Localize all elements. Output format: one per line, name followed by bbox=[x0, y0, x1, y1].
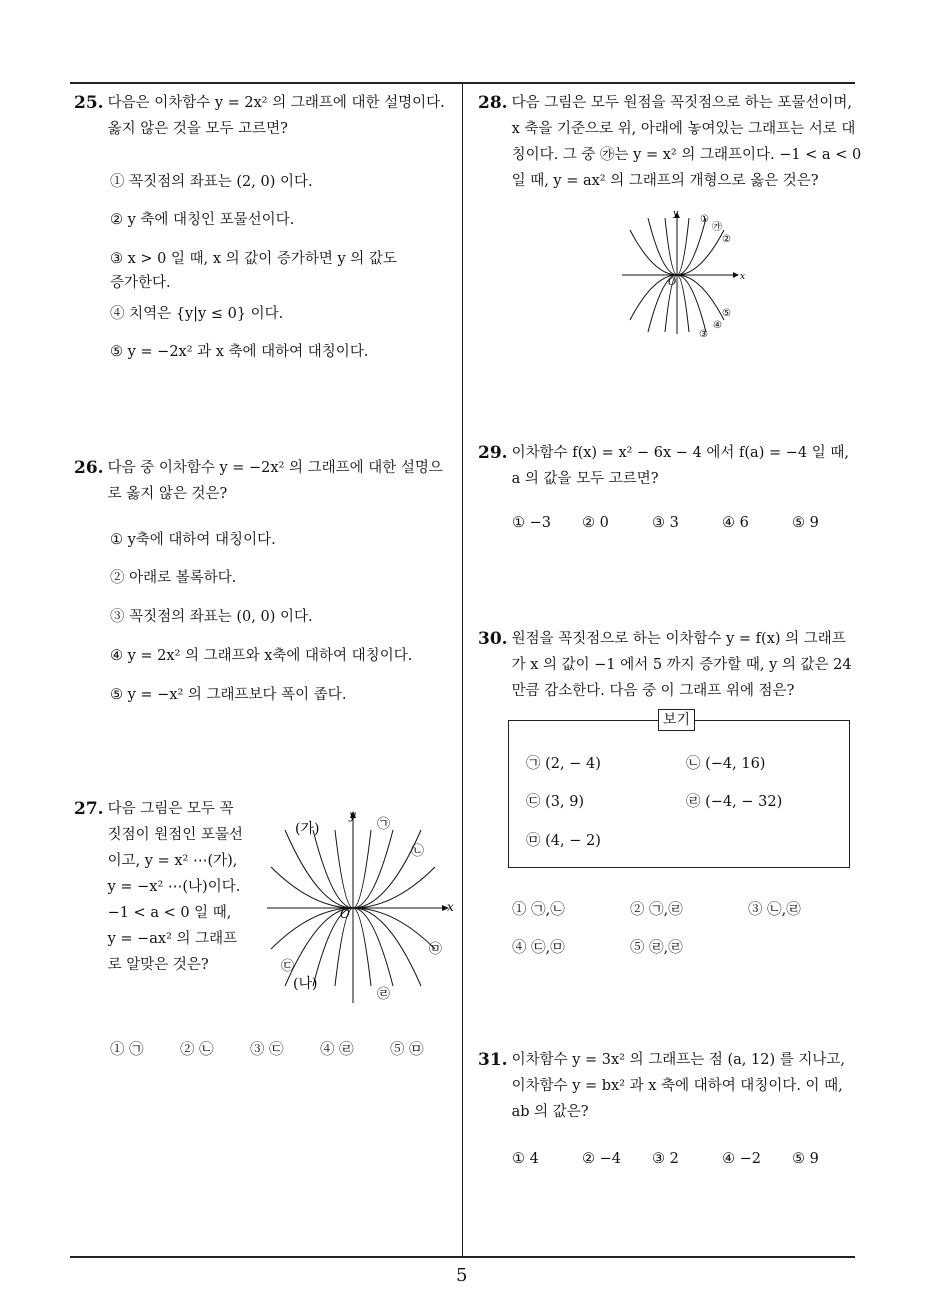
label-origin: O bbox=[340, 907, 350, 921]
label-c3: ㉢ bbox=[281, 959, 295, 974]
page-number: 5 bbox=[456, 1265, 468, 1286]
label-3: ③ bbox=[699, 329, 708, 340]
choice-5[interactable]: ⑤ 9 bbox=[792, 1151, 819, 1167]
choice-4[interactable]: ④ ㉣ bbox=[320, 1042, 354, 1058]
option-4[interactable]: ④ 치역은 {y|y ≤ 0} 이다. bbox=[110, 306, 284, 322]
question-text: 다음 그림은 모두 원점을 꼭짓점으로 하는 포물선이며, x 축을 기준으로 위, 아래에 놓여있는 그래프는 서로 대 칭이다. 그 중 ㉮는 y = x² 의 그래프이다. −1 < a < 0 일 때, y = ax² 의 그래프의 개형으로 옳은 것은? bbox=[511, 95, 862, 189]
box-item-3: ㉢ (3, 9) bbox=[526, 794, 585, 810]
option-1[interactable]: ① 꼭짓점의 좌표는 (2, 0) 이다. bbox=[110, 174, 313, 190]
label-5: ⑤ bbox=[722, 308, 731, 319]
label-y: y bbox=[349, 808, 356, 822]
choice-2[interactable]: ② ㉠,㉣ bbox=[630, 902, 683, 918]
question-text: 이차함수 f(x) = x² − 6x − 4 에서 f(a) = −4 일 때, a 의 값을 모두 고르면? bbox=[511, 445, 849, 487]
q30-answer-choices-row-1 bbox=[512, 898, 848, 919]
label-c4: ㉣ bbox=[377, 987, 391, 1002]
option-3[interactable]: ③ x > 0 일 때, x 의 값이 증가하면 y 의 값도 증가한다. bbox=[110, 251, 397, 291]
choice-5[interactable]: ⑤ ㉣,㉣ bbox=[630, 940, 683, 956]
choice-5[interactable]: ⑤ 9 bbox=[792, 515, 819, 531]
choice-3[interactable]: ③ 2 bbox=[652, 1151, 679, 1167]
choice-4[interactable]: ④ ㉢,㉤ bbox=[512, 940, 565, 956]
label-x: x bbox=[740, 272, 746, 282]
question-27 bbox=[74, 796, 274, 978]
box-item-4: ㉣ (−4, − 32) bbox=[686, 794, 783, 810]
label-c2: ㉡ bbox=[411, 844, 425, 859]
choice-1[interactable]: ① ㉠,㉡ bbox=[512, 902, 565, 918]
choice-4[interactable]: ④ 6 bbox=[722, 515, 749, 531]
question-number: 26. bbox=[74, 458, 104, 478]
option-2[interactable]: ② 아래로 볼록하다. bbox=[110, 570, 237, 586]
box-item-5: ㉤ (4, − 2) bbox=[526, 833, 601, 849]
question-31 bbox=[478, 1047, 863, 1125]
option-4[interactable]: ④ y = 2x² 의 그래프와 x축에 대하여 대칭이다. bbox=[110, 648, 413, 664]
choice-1[interactable]: ① 4 bbox=[512, 1151, 539, 1167]
label-c5: ㉤ bbox=[429, 942, 443, 957]
question-text: 이차함수 y = 3x² 의 그래프는 점 (a, 12) 를 지나고, 이차함수 y = bx² 과 x 축에 대하여 대칭이다. 이 때, ab 의 값은? bbox=[511, 1052, 845, 1120]
question-number: 25. bbox=[74, 93, 104, 113]
choice-1[interactable]: ① ㉠ bbox=[110, 1042, 144, 1058]
option-5[interactable]: ⑤ y = −x² 의 그래프보다 폭이 좁다. bbox=[110, 687, 347, 703]
question-number: 28. bbox=[478, 93, 508, 113]
label-y: y bbox=[673, 209, 679, 219]
question-number: 27. bbox=[74, 799, 104, 819]
question-text: 다음 그림은 모두 꼭 짓점이 원점인 포물선 이고, y = x² ⋯(가), y = −x² ⋯(나)이다. −1 < a < 0 일 때, y = −ax² 의 그래프 로 알맞은 것은? bbox=[107, 801, 243, 973]
question-number: 31. bbox=[478, 1050, 508, 1070]
choice-3[interactable]: ③ ㉢ bbox=[250, 1042, 284, 1058]
label-origin: O bbox=[668, 277, 677, 288]
choice-2[interactable]: ② 0 bbox=[582, 515, 609, 531]
label-na: (나) bbox=[293, 976, 318, 992]
q29-answer-choices bbox=[512, 515, 842, 531]
label-4: ④ bbox=[713, 320, 722, 331]
option-2[interactable]: ② y 축에 대칭인 포물선이다. bbox=[110, 212, 295, 228]
choice-1[interactable]: ① −3 bbox=[512, 515, 551, 531]
option-3[interactable]: ③ 꼭짓점의 좌표는 (0, 0) 이다. bbox=[110, 609, 313, 625]
x-axis-arrow bbox=[733, 272, 739, 278]
choice-2[interactable]: ② ㉡ bbox=[180, 1042, 214, 1058]
label-x: x bbox=[447, 900, 454, 914]
question-number: 30. bbox=[478, 629, 508, 649]
question-number: 29. bbox=[478, 443, 508, 463]
label-2: ② bbox=[722, 234, 731, 245]
choice-4[interactable]: ④ −2 bbox=[722, 1151, 761, 1167]
q31-answer-choices bbox=[512, 1151, 842, 1167]
choice-3[interactable]: ③ ㉡,㉣ bbox=[748, 902, 801, 918]
q27-answer-choices bbox=[110, 1038, 440, 1059]
question-28 bbox=[478, 90, 863, 194]
column-divider bbox=[462, 82, 463, 1258]
label-c1: ㉠ bbox=[377, 817, 391, 832]
bottom-rule bbox=[70, 1256, 855, 1258]
choice-2[interactable]: ② −4 bbox=[582, 1151, 621, 1167]
label-ga: (가) bbox=[295, 821, 320, 837]
box-item-2: ㉡ (−4, 16) bbox=[686, 756, 766, 772]
question-25 bbox=[74, 90, 459, 142]
label-1: ① bbox=[700, 214, 709, 225]
option-1[interactable]: ① y축에 대하여 대칭이다. bbox=[110, 532, 276, 548]
q30-answer-choices-row-2 bbox=[512, 936, 748, 957]
q28-parabola-graph bbox=[620, 208, 755, 343]
choice-3[interactable]: ③ 3 bbox=[652, 515, 679, 531]
label-ga: ㉮ bbox=[712, 222, 722, 233]
question-text: 다음은 이차함수 y = 2x² 의 그래프에 대한 설명이다. 옳지 않은 것을 모두 고르면? bbox=[107, 95, 445, 137]
example-box-title: 보기 bbox=[658, 709, 695, 731]
choice-5[interactable]: ⑤ ㉤ bbox=[390, 1042, 424, 1058]
question-29 bbox=[478, 440, 863, 492]
q27-parabola-graph bbox=[265, 805, 460, 1005]
question-text: 다음 중 이차함수 y = −2x² 의 그래프에 대한 설명으 로 옳지 않은 것은? bbox=[107, 460, 443, 502]
question-text: 원점을 꼭짓점으로 하는 이차함수 y = f(x) 의 그래프 가 x 의 값이 −1 에서 5 까지 증가할 때, y 의 값은 24 만큼 감소한다. 다음 중 이 그래프 위에 점은? bbox=[511, 631, 852, 699]
question-26 bbox=[74, 455, 459, 507]
question-30 bbox=[478, 626, 863, 704]
box-item-1: ㉠ (2, − 4) bbox=[526, 756, 601, 772]
option-5[interactable]: ⑤ y = −2x² 과 x 축에 대하여 대칭이다. bbox=[110, 344, 369, 360]
